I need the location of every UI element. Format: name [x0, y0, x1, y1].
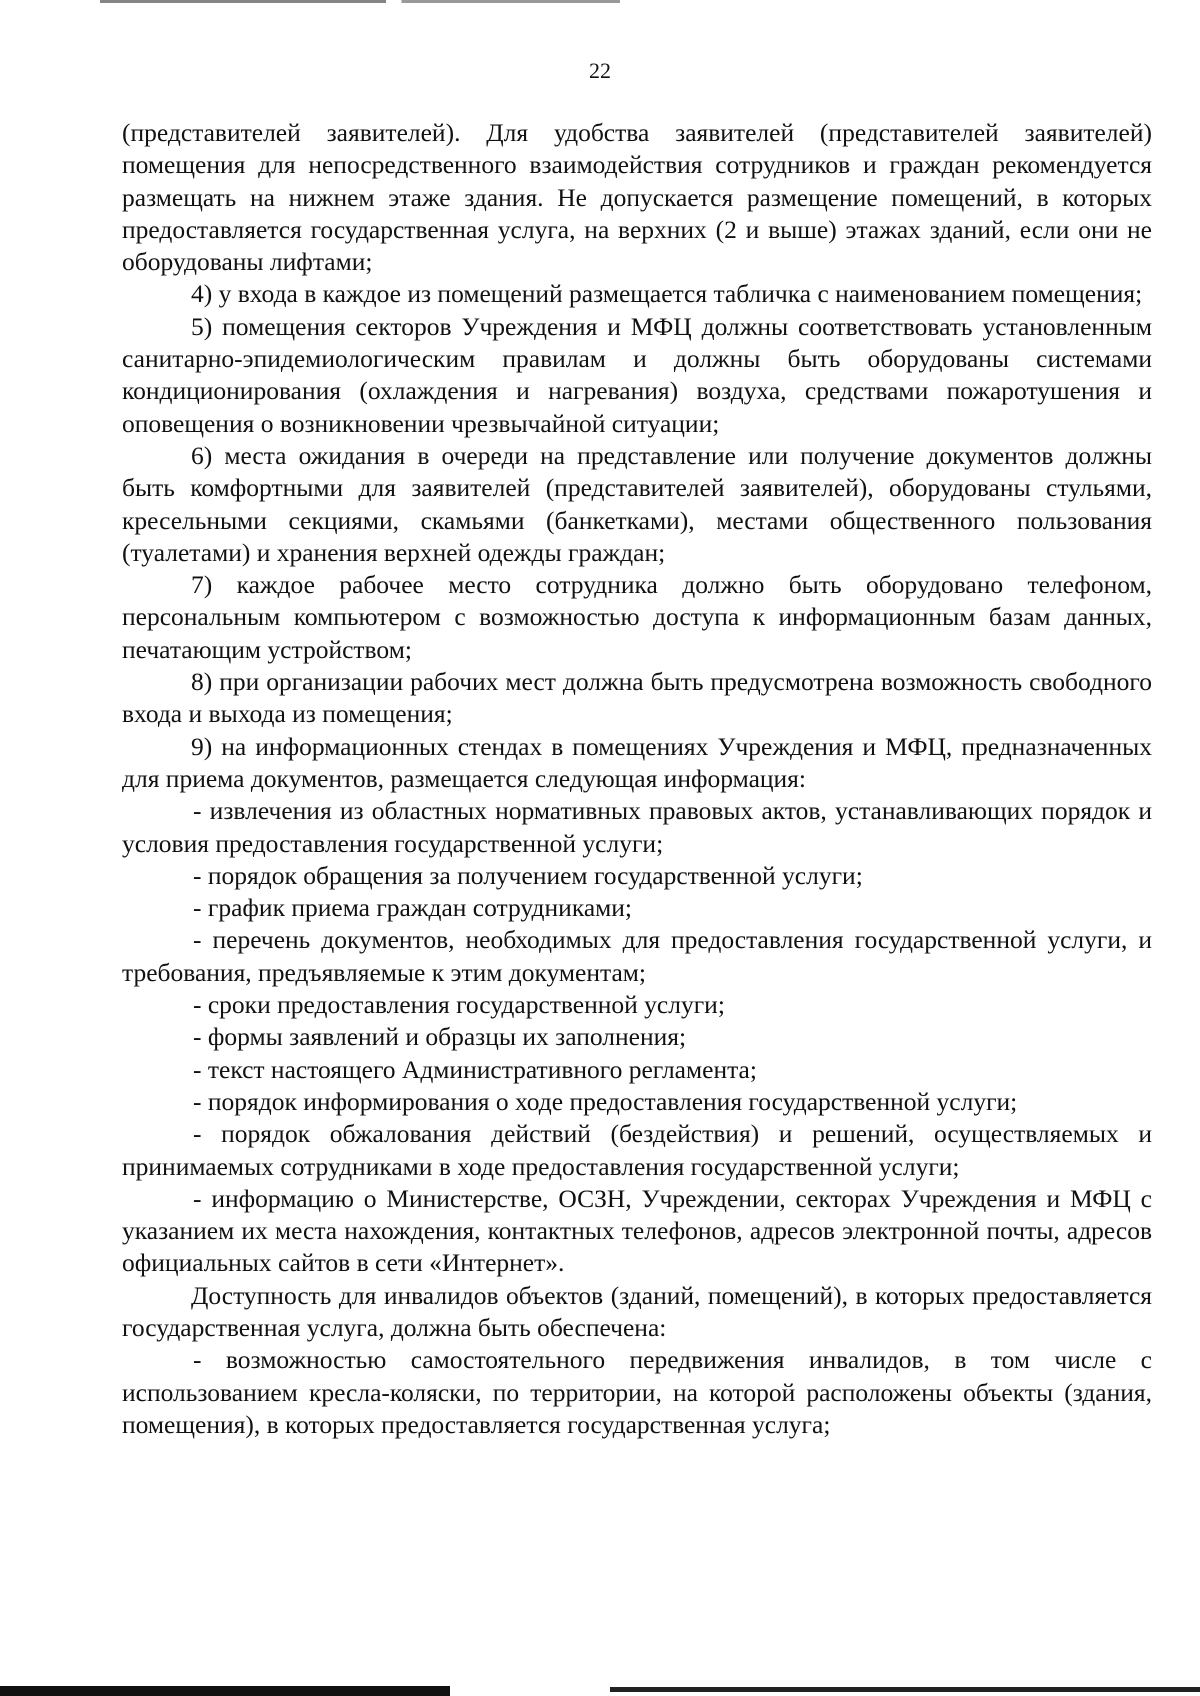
scan-edge-bottom-right — [610, 1687, 1200, 1692]
list-item: - порядок обжалования действий (бездействия) и решений, осуществляемых и принимаемых сотрудниками в ходе предоставления государственной услуги; — [122, 1119, 1152, 1181]
paragraph-item-8: 8) при организации рабочих мест должна быть предусмотрена возможность свободного входа и выхода из помещения; — [122, 667, 1152, 729]
list-item: - формы заявлений и образцы их заполнения; — [193, 1022, 687, 1052]
list-item: - возможностью самостоятельного передвижения инвалидов, в том числе с использованием кресла-коляски, по территории, на которой расположены объекты (здания, помещения), в которых предоставляется государственная услуга; — [122, 1345, 1152, 1439]
paragraph-item-7: 7) каждое рабочее место сотрудника должно быть оборудовано телефоном, персональным компьютером с возможностью доступа к информационным базам данных, печатающим устройством; — [122, 570, 1152, 664]
paragraph-item-6: 6) места ожидания в очереди на представление или получение документов должны быть комфортными для заявителей (представителей заявителей), оборудованы стульями, кресельными секциями, скамьями (банкетками), местами общественного пользования (туалетами) и хранения верхней одежды граждан; — [122, 440, 1152, 567]
list-item: - сроки предоставления государственной услуги; — [193, 990, 725, 1020]
list-item: - извлечения из областных нормативных правовых актов, устанавливающих порядок и условия предоставления государственной услуги; — [122, 796, 1152, 858]
paragraph-item-9: 9) на информационных стендах в помещениях Учреждения и МФЦ, предназначенных для приема документов, размещается следующая информация: — [122, 731, 1152, 793]
page-number: 22 — [589, 58, 611, 83]
list-item: - порядок обращения за получением государственной услуги; — [193, 860, 863, 890]
paragraph-accessibility: Доступность для инвалидов объектов (зданий, помещений), в которых предоставляется государственная услуга, должна быть обеспечена: — [122, 1280, 1152, 1342]
paragraph-continuation: (представителей заявителей). Для удобства заявителей (представителей заявителей) помещения для непосредственного взаимодействия сотрудников и граждан рекомендуется размещать на нижнем этаже здания. Не допускается размещение помещений, в которых предоставляется государственная услуга, на верхних (2 и выше) этажах зданий, если они не оборудованы лифтами; — [122, 118, 1152, 277]
paragraph-item-5: 5) помещения секторов Учреждения и МФЦ должны соответствовать установленным санитарно-эпидемиологическим правилам и должны быть оборудованы системами кондиционирования (охлаждения и нагревания) воздуха, средствами пожаротушения и оповещения о возникновении чрезвычайной ситуации; — [122, 311, 1152, 438]
list-item: - информацию о Министерстве, ОСЗН, Учреждении, секторах Учреждения и МФЦ с указанием их места нахождения, контактных телефонов, адресов электронной почты, адресов официальных сайтов в сети «Интернет». — [122, 1183, 1152, 1278]
list-item: - порядок информирования о ходе предоставления государственной услуги; — [193, 1086, 1018, 1116]
document-body — [122, 117, 1152, 1441]
scan-edge-top — [100, 0, 620, 3]
paragraph-item-4: 4) у входа в каждое из помещений размещается табличка с наименованием помещения; — [191, 279, 1143, 309]
list-item: - текст настоящего Административного регламента; — [193, 1054, 757, 1084]
list-item: - график приема граждан сотрудниками; — [193, 893, 633, 923]
list-item: - перечень документов, необходимых для предоставления государственной услуги, и требования, предъявляемые к этим документам; — [122, 925, 1152, 987]
scan-edge-bottom-left — [0, 1686, 450, 1696]
